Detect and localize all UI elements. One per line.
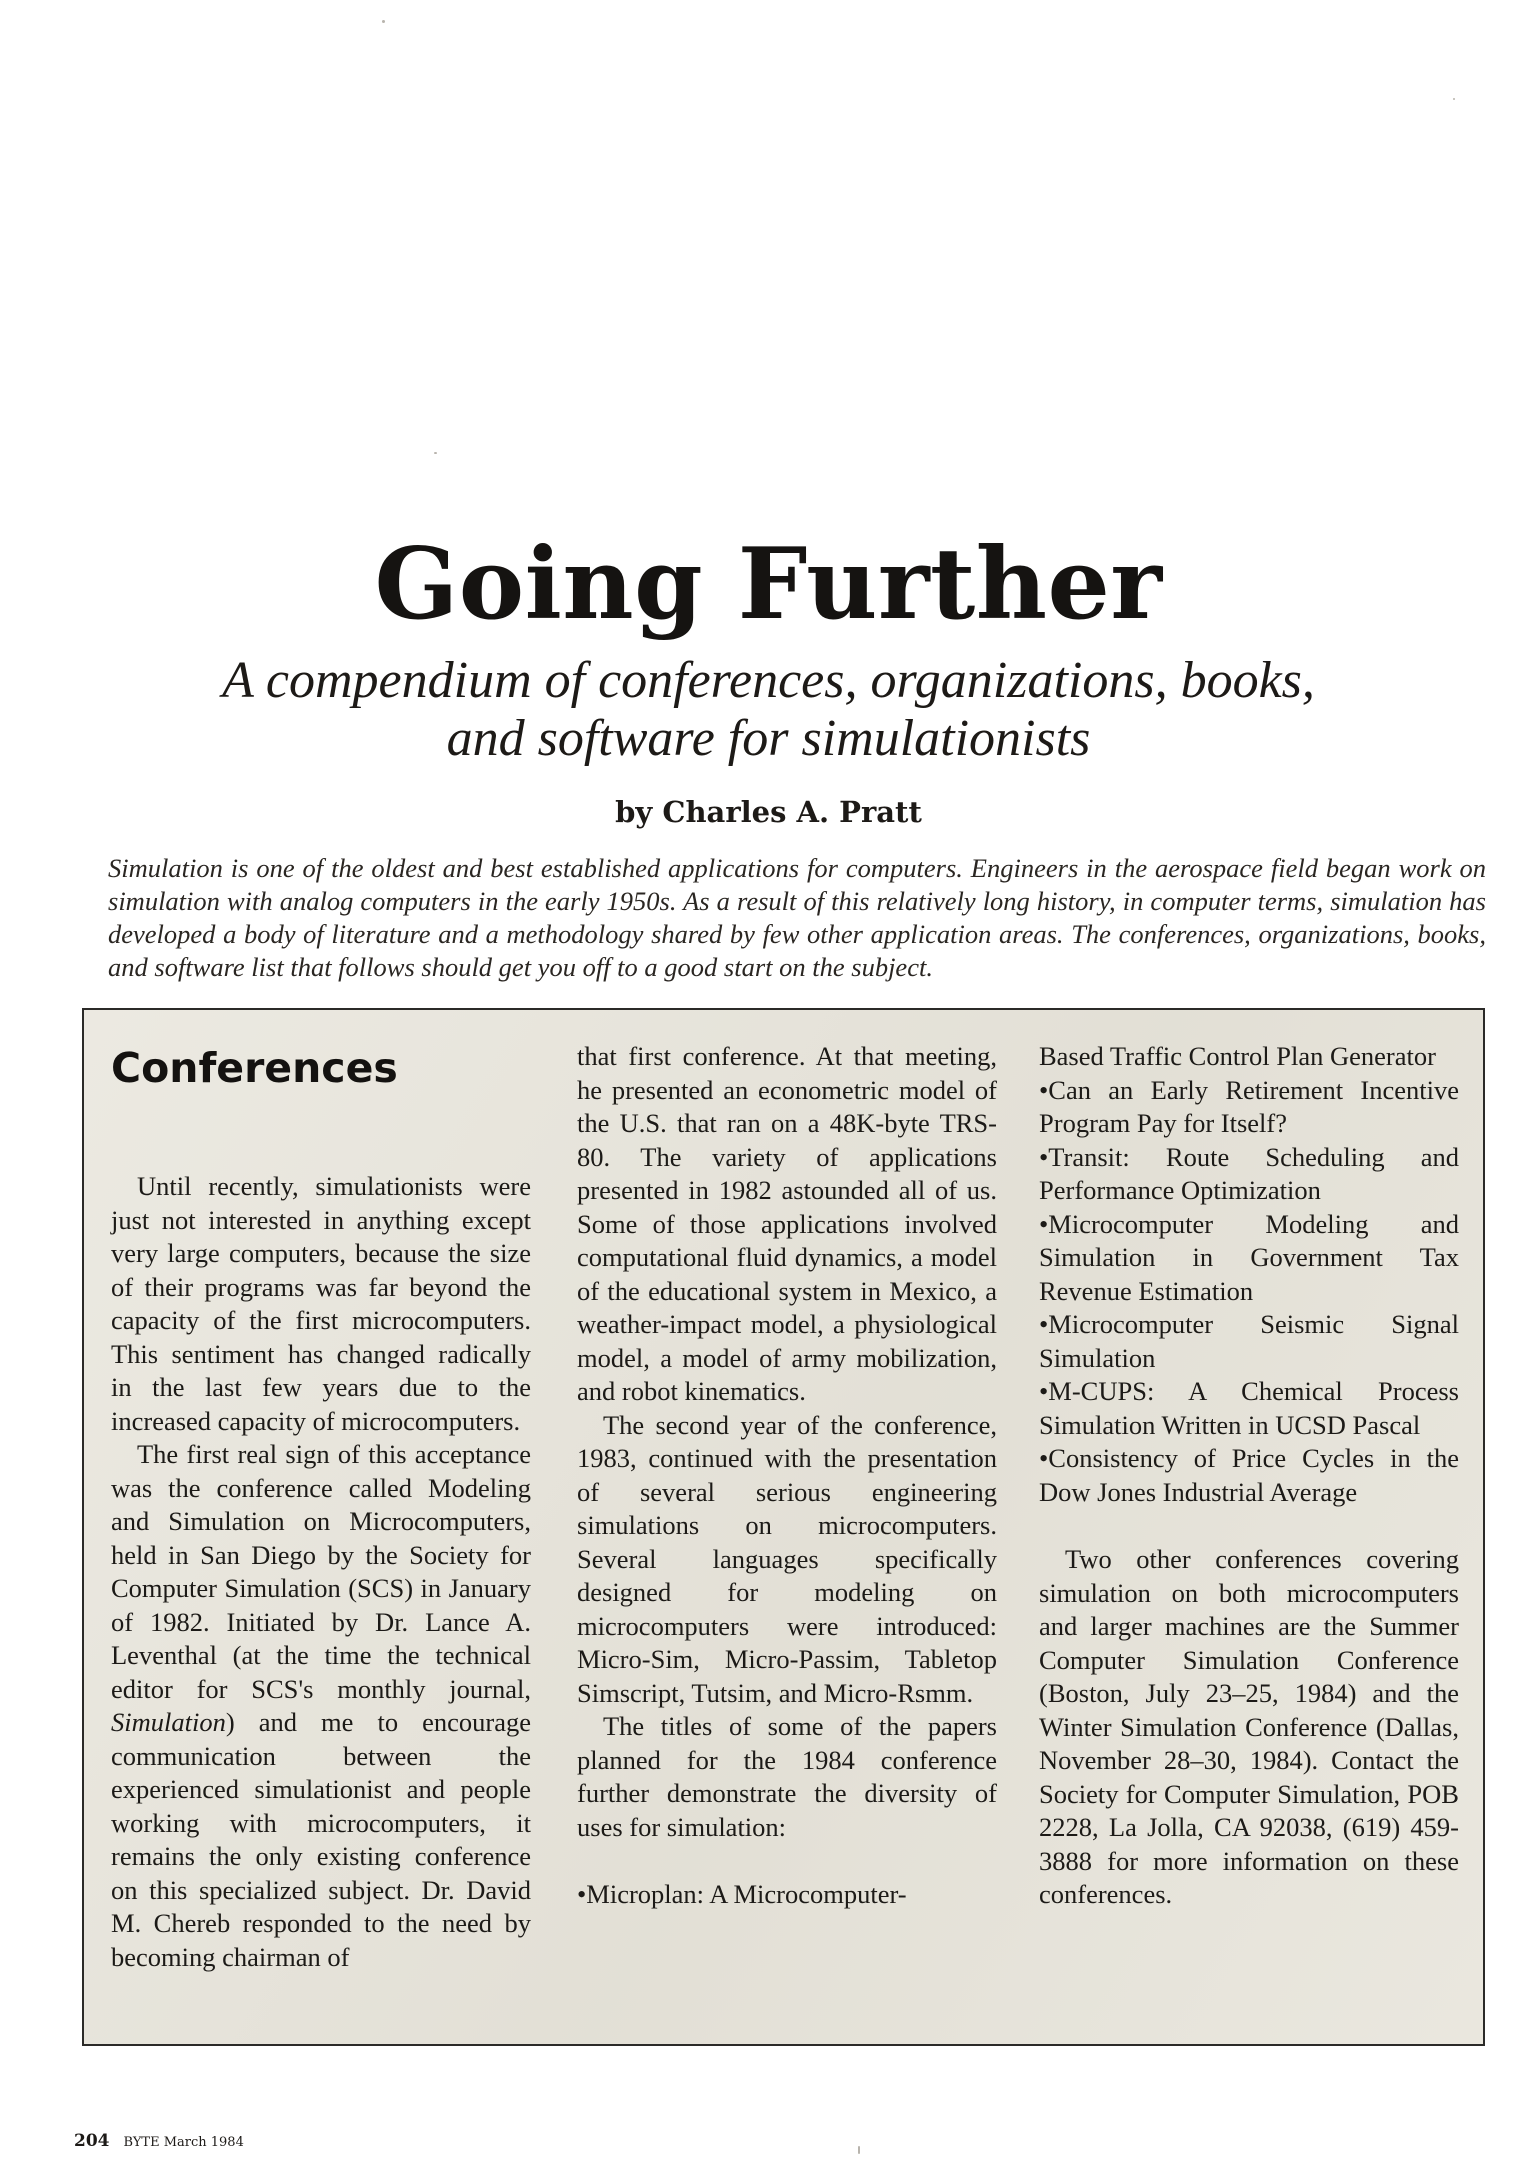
subtitle-line-2: and software for simulationists: [446, 710, 1091, 767]
byline: by Charles A. Pratt: [615, 795, 922, 829]
page-number: 204: [74, 2131, 110, 2151]
subtitle-line-1: A compendium of conferences, organizations, books,: [222, 652, 1315, 709]
page-footer: [74, 2131, 244, 2151]
paragraph: [111, 1438, 531, 1974]
paragraph: that first conference. At that meeting, he presented an econometric model of the U.S. that ran on a 48K-byte TRS-80. The variety of applications presented in 1982 astounded all of us. Some of those applications involved computational fluid dynamics, a model of the educational system in Mexico, a weather-impact model, a physiological model, a model of army mobilization, and robot kinematics.: [577, 1041, 997, 1406]
magazine-issue: BYTE March 1984: [123, 2135, 244, 2150]
bullet-item: •Microcomputer Seismic Signal Simulation: [1039, 1309, 1459, 1373]
column-1: [111, 1040, 531, 1974]
paragraph: Two other conferences covering simulation on both microcomputers and larger machines are the Summer Computer Simulation Conference (Boston, July 23–25, 1984) and the Winter Simulation Conference (Dallas, November 28–30, 1984). Contact the Society for Computer Simulation, POB 2228, La Jolla, CA 92038, (619) 459-3888 for more information on these conferences.: [1039, 1544, 1459, 1909]
conferences-sidebar-box: [82, 1008, 1485, 2046]
bullet-item: •Transit: Route Scheduling and Performance Optimization: [1039, 1141, 1459, 1205]
paragraph: Until recently, simulationists were just not interested in anything except very large computers, because the size of their programs was far beyond the capacity of the first microcomputers. This sentiment has changed radically in the last few years due to the increased capacity of microcomputers.: [111, 1171, 531, 1436]
bullet-item: •Microplan: A Microcomputer-: [577, 1879, 907, 1909]
column-2: [577, 1040, 997, 1912]
paragraph-text: ) and me to encourage communication between the experienced simulationist and people working with microcomputers, it remains the only existing conference on this specialized subject. Dr. David M. Chereb responded to the need by becoming chairman of: [111, 1707, 531, 1972]
bullet-item: Based Traffic Control Plan Generator: [1039, 1041, 1436, 1071]
bullet-item: •Microcomputer Modeling and Simulation in Government Tax Revenue Estimation: [1039, 1208, 1459, 1306]
bullet-item: •Consistency of Price Cycles in the Dow Jones Industrial Average: [1039, 1443, 1459, 1507]
scan-speck: [382, 20, 385, 23]
section-heading-conferences: Conferences: [111, 1044, 398, 1092]
bullet-item: •Can an Early Retirement Incentive Program Pay for Itself?: [1039, 1074, 1459, 1138]
paragraph: The titles of some of the papers planned for the 1984 conference further demonstrate the diversity of uses for simulation:: [577, 1711, 997, 1842]
scan-speck: [1453, 98, 1455, 100]
journal-name: Simulation: [111, 1707, 226, 1737]
scan-speck: [434, 452, 437, 454]
bullet-item: •M-CUPS: A Chemical Process Simulation Written in UCSD Pascal: [1039, 1376, 1459, 1440]
article-subtitle: [0, 652, 1537, 768]
column-3: [1039, 1040, 1459, 1912]
scan-speck: [858, 2146, 860, 2154]
paragraph: The second year of the conference, 1983, continued with the presentation of several serious engineering simulations on microcomputers. Several languages specifically designed for modeling on microcomputers were introduced: Micro-Sim, Micro-Passim, Tabletop Simscript, Tutsim, and Micro-Rsmm.: [577, 1409, 997, 1708]
article-title: Going Further: [374, 527, 1163, 642]
intro-paragraph: Simulation is one of the oldest and best established applications for computers. Engineers in the aerospace field began work on simulation with analog computers in the early 1950s. As a result of this relatively long history, in computer terms, simulation has developed a body of literature and a methodology shared by few other application areas. The conferences, organizations, books, and software list that follows should get you off to a good start on the subject.: [108, 853, 1486, 982]
paragraph-text: The first real sign of this acceptance was the conference called Modeling and Simulation on Microcomputers, held in San Diego by the Society for Computer Simulation (SCS) in January of 1982. Initiated by Dr. Lance A. Leventhal (at the time the technical editor for SCS's monthly journal,: [111, 1439, 531, 1704]
